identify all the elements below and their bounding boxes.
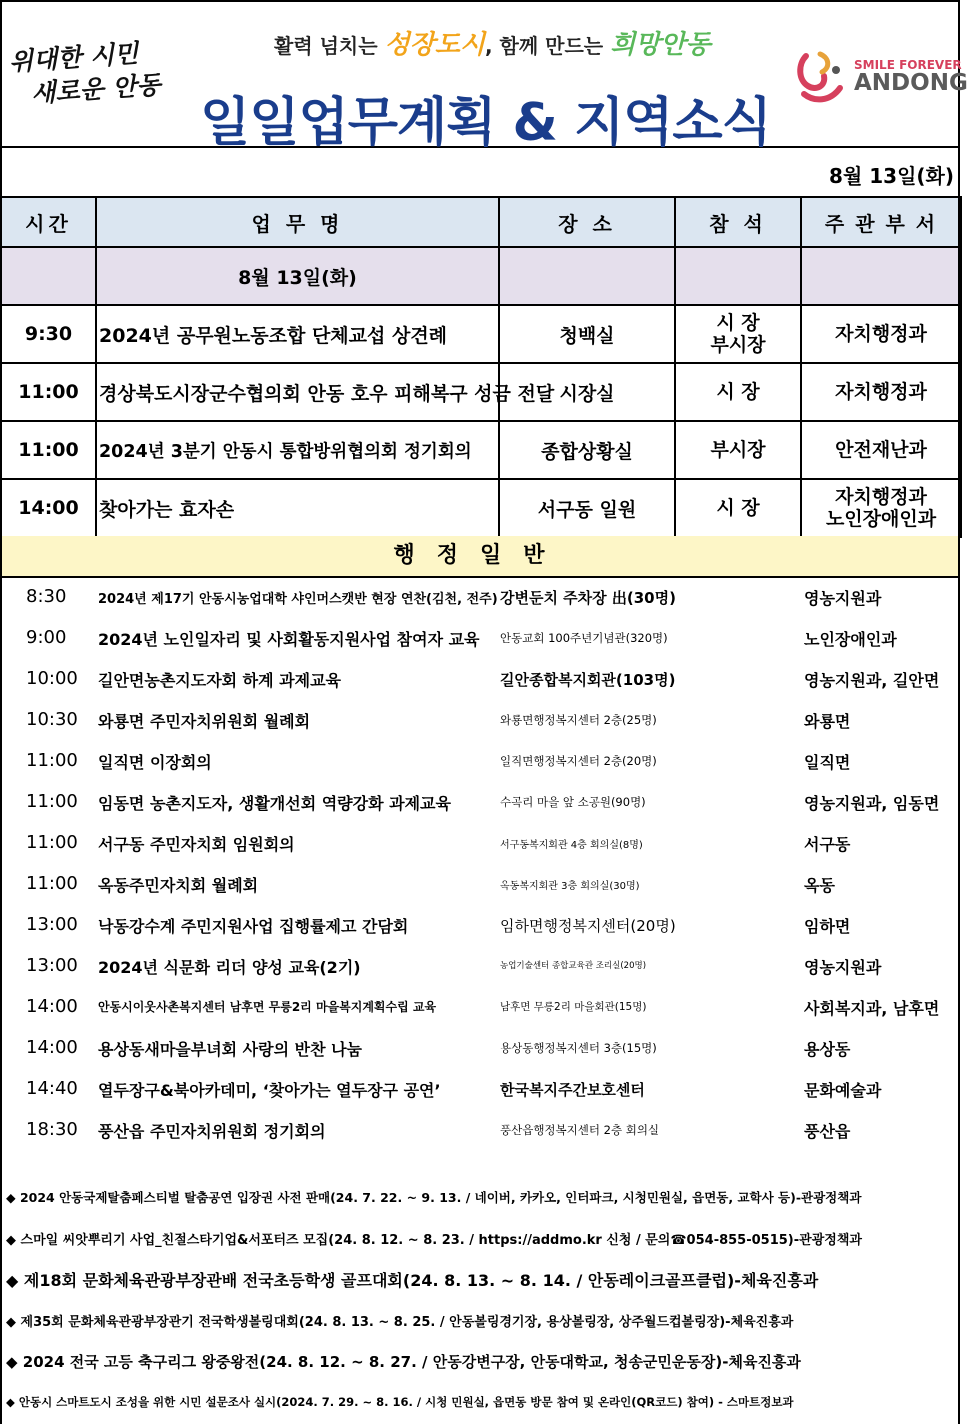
- event-name: 찾아가는 효자손: [96, 479, 499, 537]
- document-header: [0, 0, 968, 153]
- item-dept: 풍산읍: [804, 1122, 851, 1141]
- event-name: 2024년 공무원노동조합 단체교섭 상견례: [96, 305, 499, 363]
- tagline-highlight-growth: 성장도시: [384, 30, 485, 60]
- page-title: 일일업무계획 & 지역소식: [200, 93, 771, 153]
- item-time: 8:30: [26, 586, 67, 607]
- notice-item: ◆ 제18회 문화체육관광부장관배 전국초등학생 골프대회(24. 8. 13. ~ 8. 14. / 안동레이크골프클럽)-체육진흥과: [6, 1271, 819, 1290]
- item-time: 14:00: [26, 1037, 78, 1058]
- dept-line-1: 안전재난과: [835, 439, 927, 461]
- list-item: [0, 824, 960, 862]
- event-name: 경상북도시장군수협의회 안동 호우 피해복구 성금 전달: [96, 363, 499, 421]
- item-time: 11:00: [26, 791, 78, 812]
- notice-item: ◆ 안동시 스마트도시 조성을 위한 시민 설문조사 실시(2024. 7. 29. ~ 8. 16. / 시청 민원실, 읍면동 방문 참여 및 온라인(QR코드) 참여) - 스마트정보과: [6, 1395, 794, 1409]
- list-item: [0, 619, 960, 657]
- item-dept: 영농지원과, 임동면: [804, 794, 940, 813]
- item-time: 13:00: [26, 914, 78, 935]
- item-place: 수곡리 마을 앞 소공원(90명): [500, 795, 646, 809]
- item-dept: 용상동: [804, 1040, 851, 1059]
- item-place: 농업기술센터 종합교육관 조리실(20명): [500, 961, 647, 971]
- slogan-line-1: 위대한 시민: [8, 38, 140, 77]
- item-name: 서구동 주민자치회 임원회의: [98, 835, 295, 854]
- item-name: 안동시이웃사촌복지센터 남후면 무릉2리 마을복지계획수립 교육: [98, 1000, 437, 1014]
- item-dept: 영농지원과, 길안면: [804, 671, 940, 690]
- event-dept: [801, 479, 961, 537]
- item-name: 2024년 제17기 안동시농업대학 샤인머스캣반 현장 연찬(김천, 전주): [98, 592, 498, 607]
- item-place: 일직면행정복지센터 2층(20명): [500, 754, 657, 768]
- frame-right-border: [958, 148, 960, 1424]
- event-place: 청백실: [499, 305, 675, 363]
- table-row: [1, 305, 961, 363]
- event-time: 11:00: [1, 421, 96, 479]
- tagline-highlight-hope: 희망안동: [610, 30, 711, 60]
- day-row-label: 8월 13일(화): [96, 247, 499, 305]
- notice-item: ◆ 2024 전국 고등 축구리그 왕중왕전(24. 8. 12. ~ 8. 27. / 안동강변구장, 안동대학교, 청송군민운동장)-체육진흥과: [6, 1353, 801, 1371]
- item-dept: 사회복지과, 남후면: [804, 999, 940, 1018]
- item-dept: 와룡면: [804, 712, 851, 731]
- table-header-row: [1, 197, 961, 247]
- schedule-table: [0, 196, 962, 538]
- dept-line-1: 자치행정과: [835, 381, 927, 403]
- event-place: 서구동 일원: [499, 479, 675, 537]
- item-time: 10:30: [26, 709, 78, 730]
- day-row-time: [1, 247, 96, 305]
- list-item: [0, 660, 960, 698]
- table-row: [1, 363, 961, 421]
- event-attendee: [675, 305, 801, 363]
- tagline-pre: 활력 넘치는: [274, 34, 385, 58]
- list-item: [0, 865, 960, 903]
- item-dept: 노인장애인과: [804, 630, 897, 649]
- attendee-line-1: 시 장: [716, 312, 760, 334]
- event-dept: [801, 363, 961, 421]
- item-place: 강변둔치 주차장 出(30명): [500, 589, 676, 607]
- list-item: [0, 783, 960, 821]
- attendee-line-2: 부시장: [710, 334, 766, 356]
- event-dept: [801, 421, 961, 479]
- andong-logo-icon: [796, 50, 844, 104]
- item-name: 와룡면 주민자치위원회 월례회: [98, 712, 311, 731]
- notice-item: ◆ 2024 안동국제탈춤페스티벌 탈춤공연 입장권 사전 판매(24. 7. 22. ~ 9. 13. / 네이버, 카카오, 인터파크, 시청민원실, 읍면동, 교학사 등)-관광정책과: [6, 1190, 862, 1205]
- item-place: 풍산읍행정복지센터 2층 회의실: [500, 1123, 660, 1137]
- col-header-place: 장 소: [499, 197, 675, 247]
- list-item: [0, 906, 960, 944]
- list-item: [0, 947, 960, 985]
- attendee-line-1: 시 장: [716, 497, 760, 519]
- event-attendee: [675, 421, 801, 479]
- item-dept: 영농지원과: [804, 589, 882, 608]
- item-dept: 문화예술과: [804, 1081, 882, 1100]
- item-time: 14:00: [26, 996, 78, 1017]
- item-dept: 영농지원과: [804, 958, 882, 977]
- day-row-dept: [801, 247, 961, 305]
- item-name: 임동면 농촌지도자, 생활개선회 역량강화 과제교육: [98, 794, 451, 813]
- col-header-attendee: 참 석: [675, 197, 801, 247]
- item-time: 11:00: [26, 832, 78, 853]
- dept-line-1: 자치행정과: [835, 323, 927, 345]
- item-name: 용상동새마을부녀회 사랑의 반찬 나눔: [98, 1040, 363, 1059]
- frame-left-border: [0, 148, 2, 1424]
- logo-tagline: SMILE FOREVER: [854, 58, 962, 72]
- item-time: 13:00: [26, 955, 78, 976]
- list-item: [0, 988, 960, 1026]
- col-header-dept: 주 관 부 서: [801, 197, 961, 247]
- list-item: [0, 578, 960, 616]
- notice-item: ◆ 스마일 씨앗뿌리기 사업_친절스타기업&서포터즈 모집(24. 8. 12. ~ 8. 23. / https://addmo.kr 신청 / 문의☎054-855-0515)-관광정책과: [6, 1233, 862, 1248]
- list-item: [0, 742, 960, 780]
- item-name: 2024년 노인일자리 및 사회활동지원사업 참여자 교육: [98, 630, 480, 649]
- item-time: 11:00: [26, 873, 78, 894]
- day-row-place: [499, 247, 675, 305]
- tagline-mid: , 함께 만드는: [485, 34, 611, 58]
- item-name: 길안면농촌지도자회 하계 과제교육: [98, 671, 341, 690]
- day-row: [1, 247, 961, 305]
- date-bar: [0, 148, 960, 196]
- logo-wordmark: ANDONG: [854, 70, 968, 96]
- list-item: [0, 1070, 960, 1108]
- col-header-name: 업 무 명: [96, 197, 499, 247]
- col-header-time: 시간: [1, 197, 96, 247]
- attendee-line-1: 부시장: [710, 439, 766, 461]
- item-dept: 일직면: [804, 753, 851, 772]
- item-dept: 옥동: [804, 876, 835, 895]
- list-item: [0, 1111, 960, 1149]
- event-place: 종합상황실: [499, 421, 675, 479]
- event-time: 9:30: [1, 305, 96, 363]
- item-time: 10:00: [26, 668, 78, 689]
- event-attendee: [675, 363, 801, 421]
- item-name: 옥동주민자치회 월례회: [98, 876, 259, 895]
- event-time: 14:00: [1, 479, 96, 537]
- dept-line-2: 노인장애인과: [825, 508, 937, 530]
- item-place: 서구동복지회관 4층 회의실(8명): [500, 840, 643, 851]
- list-item: [0, 701, 960, 739]
- list-item: [0, 1029, 960, 1067]
- item-place: 한국복지주간보호센터: [500, 1081, 645, 1099]
- item-place: 용상동행정복지센터 3층(15명): [500, 1041, 657, 1055]
- date-label: 8월 13일(화): [829, 164, 954, 188]
- item-dept: 서구동: [804, 835, 851, 854]
- item-name: 풍산읍 주민자치위원회 정기회의: [98, 1122, 326, 1141]
- slogan-line-2: 새로운 안동: [30, 70, 162, 109]
- item-name: 2024년 식문화 리더 양성 교육(2기): [98, 958, 361, 977]
- item-name: 일직면 이장회의: [98, 753, 212, 772]
- event-name: 2024년 3분기 안동시 통합방위협의회 정기회의: [96, 421, 499, 479]
- event-time: 11:00: [1, 363, 96, 421]
- attendee-line-1: 시 장: [716, 381, 760, 403]
- item-time: 9:00: [26, 627, 67, 648]
- item-time: 18:30: [26, 1119, 78, 1140]
- item-place: 남후면 무릉2리 마을회관(15명): [500, 1001, 647, 1013]
- item-name: 낙동강수계 주민지원사업 집행률제고 간담회: [98, 917, 409, 936]
- item-place: 안동교회 100주년기념관(320명): [500, 631, 668, 645]
- item-name: 열두장구&북아카데미, ‘찾아가는 열두장구 공연’: [98, 1081, 441, 1100]
- general-section-title: 행정일반: [0, 536, 960, 578]
- item-place: 와룡면행정복지센터 2층(25명): [500, 713, 657, 727]
- table-row: [1, 479, 961, 537]
- event-attendee: [675, 479, 801, 537]
- item-place: 옥동복지회관 3층 회의실(30명): [500, 881, 640, 892]
- day-row-attendee: [675, 247, 801, 305]
- item-place: 길안종합복지회관(103명): [500, 671, 676, 689]
- item-place: 임하면행정복지센터(20명): [500, 917, 676, 935]
- city-slogan: [8, 34, 172, 111]
- dept-line-1: 자치행정과: [835, 486, 927, 508]
- notice-item: ◆ 제35회 문화체육관광부장관기 전국학생볼링대회(24. 8. 13. ~ 8. 25. / 안동볼링경기장, 용상볼링장, 상주월드컵볼링장)-체육진흥과: [6, 1315, 794, 1330]
- item-time: 11:00: [26, 750, 78, 771]
- item-time: 14:40: [26, 1078, 78, 1099]
- table-row: [1, 421, 961, 479]
- item-dept: 임하면: [804, 917, 851, 936]
- tagline: [274, 24, 711, 61]
- event-place: 시장실: [499, 363, 675, 421]
- event-dept: [801, 305, 961, 363]
